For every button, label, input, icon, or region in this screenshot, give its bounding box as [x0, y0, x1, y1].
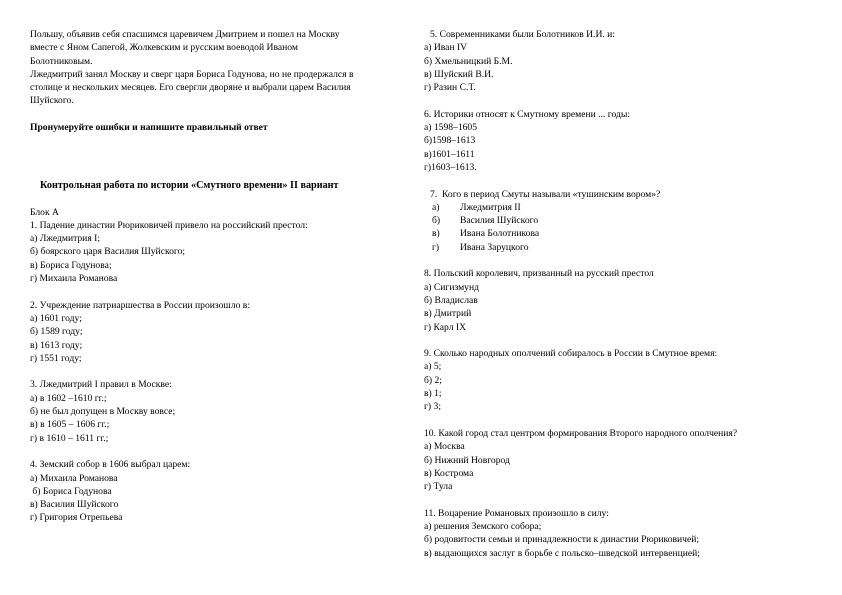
answer-option: б) 2;: [424, 374, 442, 386]
question-8: [424, 267, 784, 333]
option-text: Ивана Болотникова: [460, 228, 540, 240]
answer-option: б) не был допущен в Москву вовсе;: [30, 406, 176, 418]
question-text: 10. Какой город стал центром формирования Второго народного ополчения?: [424, 427, 738, 439]
answer-option: б) Хмельницкий Б.М.: [424, 55, 513, 67]
question-text: 6. Историки относят к Смутному времени ... годы:: [424, 108, 630, 120]
right-column: [424, 28, 784, 560]
answer-option: в) выдающихся заслуг в борьбе с польско–шведской интервенцией;: [424, 547, 700, 559]
answer-option: в) Дмитрий: [424, 308, 472, 320]
answer-option: а) 1598–1605: [424, 122, 478, 134]
intro-text: [30, 28, 410, 108]
intro-line: столице и нескольких месяцев. Его свергли дворяне и выбрали царем Василия: [30, 82, 351, 94]
answer-option: г) Карл IX: [424, 321, 467, 333]
option-text: Лжедмитрия II: [460, 201, 521, 213]
intro-line: Польшу, объявив себя спасшимся царевичем Дмитрием и пошел на Москву: [30, 29, 340, 40]
answer-option: в)1601–1611: [424, 148, 475, 160]
option-letter: б): [432, 215, 441, 227]
answer-option: а) 5;: [424, 361, 442, 373]
question-text: 8. Польский королевич, призванный на русский престол: [424, 268, 654, 280]
question-text: 7. Кого в период Смуты называли «тушинским вором»?: [430, 188, 661, 200]
answer-option: г) Разин С.Т.: [424, 82, 476, 94]
answer-option: а) Иван IV: [424, 42, 468, 54]
question-text: 2. Учреждение патриаршества в России произошло в:: [30, 299, 250, 311]
answer-option: б) Бориса Годунова: [30, 485, 112, 497]
question-text: 1. Падение династии Рюриковичей привело на российский престол:: [30, 219, 308, 231]
answer-option: б) боярского царя Василия Шуйского;: [30, 246, 186, 258]
instruction: Пронумеруйте ошибки и напишите правильный ответ: [30, 122, 268, 134]
question-1: [30, 219, 410, 285]
question-4: [30, 458, 410, 524]
answer-option: б) родовитости семьи и принадлежности к династии Рюриковичей;: [424, 534, 700, 546]
page-title: Контрольная работа по истории «Смутного времени» II вариант: [40, 179, 339, 191]
question-6: [424, 108, 784, 174]
answer-option: а) Михаила Романова: [30, 472, 118, 484]
answer-option: в) Василия Шуйского: [30, 499, 119, 511]
question-text: 11. Воцарение Романовых произошло в силу:: [424, 507, 609, 519]
intro-line: вместе с Яном Сапегой, Жолкевским и русским воеводой Иваном: [30, 42, 298, 54]
answer-option: г) Григория Отрепьева: [30, 512, 123, 524]
block-label: Блок А: [30, 206, 59, 218]
question-text: 9. Сколько народных ополчений собиралось в России в Смутное время:: [424, 348, 718, 360]
intro-line: Шуйского.: [30, 95, 74, 107]
answer-option: г) 3;: [424, 401, 441, 413]
option-text: Ивана Заруцкого: [460, 241, 529, 253]
answer-option: г) 1551 году;: [30, 352, 82, 364]
question-text: 4. Земский собор в 1606 выбрал царем:: [30, 459, 191, 471]
question-text: 5. Современниками были Болотников И.И. и:: [430, 29, 615, 40]
question-3: [30, 378, 410, 444]
answer-option: б)1598–1613: [424, 135, 476, 147]
answer-option: б) Нижний Новгород: [424, 454, 510, 466]
answer-option: г) Михаила Романова: [30, 273, 118, 285]
answer-option: а) в 1602 –1610 гг.;: [30, 392, 107, 404]
answer-option: в) 1;: [424, 388, 442, 400]
answer-option: б) Владислав: [424, 294, 478, 306]
answer-option: а) 1601 году;: [30, 312, 82, 324]
left-column: [30, 28, 410, 525]
question-9: [424, 347, 784, 413]
answer-option: [424, 227, 784, 240]
question-7: [424, 188, 784, 254]
answer-option: в) Кострома: [424, 467, 474, 479]
answer-option: а) Москва: [424, 441, 465, 453]
option-text: Василия Шуйского: [460, 215, 539, 227]
answer-option: [424, 241, 784, 254]
answer-option: в) в 1605 – 1606 гг.;: [30, 419, 110, 431]
answer-option: а) решения Земского собора;: [424, 520, 542, 532]
answer-option: г) в 1610 – 1611 гг.;: [30, 432, 109, 444]
answer-option: а) Сигизмунд: [424, 281, 479, 293]
answer-option: [424, 214, 784, 227]
question-11: [424, 507, 784, 560]
answer-option: г)1603–1613.: [424, 161, 477, 173]
option-letter: г): [432, 241, 440, 253]
answer-option: в) Бориса Годунова;: [30, 259, 112, 271]
answer-option: [424, 201, 784, 214]
option-letter: а): [432, 201, 440, 213]
answer-option: г) Тула: [424, 481, 453, 493]
intro-line: Лжедмитрий занял Москву и сверг царя Бориса Годунова, но не продержался в: [30, 68, 354, 80]
answer-option: в) 1613 году;: [30, 339, 83, 351]
answer-option: а) Лжедмитрия I;: [30, 233, 100, 245]
question-10: [424, 427, 784, 493]
intro-line: Болотниковым.: [30, 55, 93, 67]
question-5: [424, 28, 784, 94]
question-text: 3. Лжедмитрий I правил в Москве:: [30, 379, 172, 391]
answer-option: в) Шуйский В.И.: [424, 68, 494, 80]
answer-option: б) 1589 году;: [30, 326, 83, 338]
option-letter: в): [432, 228, 440, 240]
question-2: [30, 299, 410, 365]
